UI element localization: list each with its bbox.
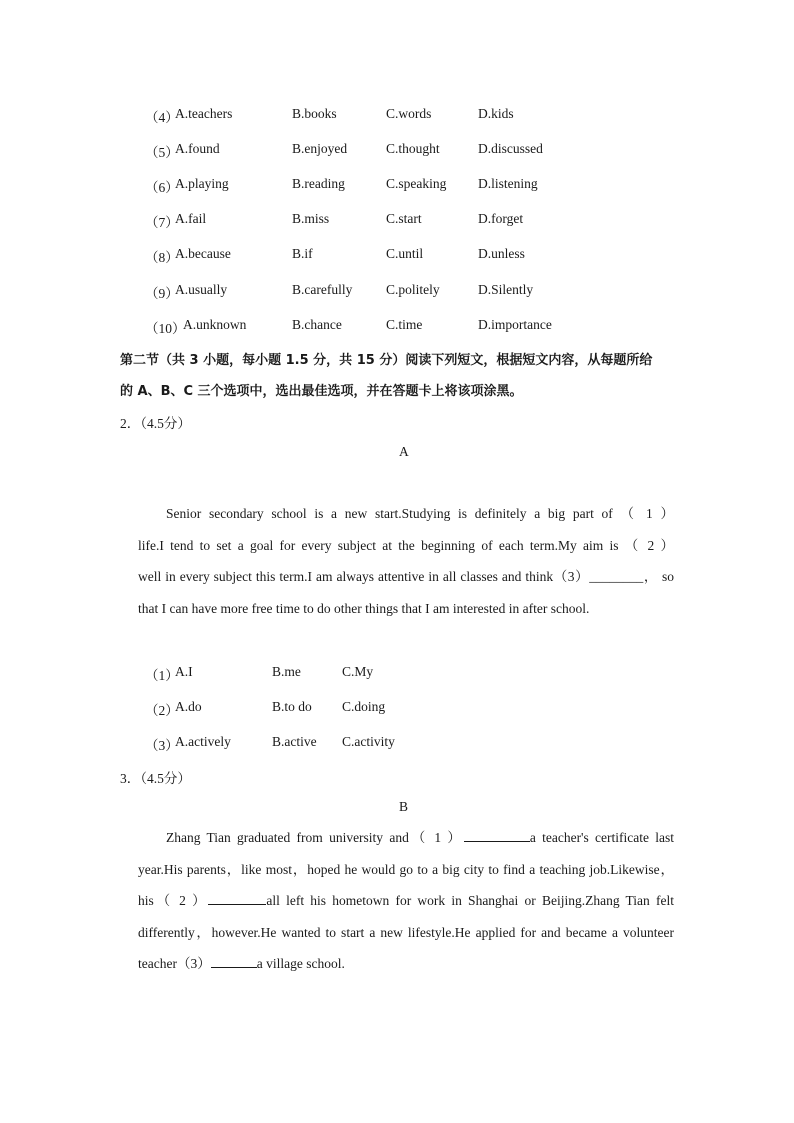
option-c: C.words [386,106,432,121]
option-c: C.politely [386,282,440,297]
passage-a-line: that I can have more free time to do other things that I am interested in after school. [138,600,590,616]
passage-b-line [138,948,674,980]
option-b: B.reading [292,176,345,191]
option-b: B.enjoyed [292,141,348,156]
passage-b [138,822,674,980]
passage-a-letter: A [399,444,409,459]
option-number: （4） [145,110,179,125]
option-c: C.activity [342,734,395,749]
option-b: B.active [272,734,317,749]
option-b: B.books [292,106,337,121]
answer-blank [211,953,257,968]
option-number: （1） [145,668,179,683]
option-d: D.discussed [478,141,543,156]
option-number: （10） [145,321,186,336]
option-number: （6） [145,180,179,195]
option-a: A.teachers [175,106,233,121]
option-a: A.found [175,141,220,156]
option-a: A.because [175,246,231,261]
passage-a-line: life.I tend to set a goal for every subject at the beginning of each term.My aim is （ 2 ） [138,537,674,553]
passage-b-line [138,822,674,854]
passage-b-line: year.His parents，like most，hoped he would go to a big city to find a teaching job.Likewise， [138,861,674,877]
option-c: C.doing [342,699,386,714]
passage-b-letter: B [399,799,409,814]
option-a: A.do [175,699,202,714]
option-a: A.I [175,664,193,679]
option-c: C.time [386,317,423,332]
option-b: B.carefully [292,282,353,297]
option-number: （2） [145,703,179,718]
option-c: C.start [386,211,422,226]
option-a: A.usually [175,282,228,297]
question-3-header: 3．（4.5分） [120,771,191,786]
section-instruction-line2: 的 A、B、C 三个选项中，选出最佳选项，并在答题卡上将该项涂黑。 [120,384,523,399]
option-number: （9） [145,286,179,301]
passage-b-text: a teacher's certificate last [529,830,674,845]
passage-b-line: differently，however.He wanted to start a new lifestyle.He applied for and became a volunteer [138,924,674,940]
question-2-header: 2．（4.5分） [120,416,191,431]
passage-b-text: teacher（3） [138,956,211,971]
passage-a-line: well in every subject this term.I am always attentive in all classes and think（3）________， so [138,569,674,584]
option-b: B.to do [272,699,312,714]
option-number: （3） [145,738,179,753]
passage-b-text: Zhang Tian graduated from university and（ 1 ） [166,830,464,845]
option-c: C.until [386,246,424,261]
option-b: B.me [272,664,301,679]
passage-a [138,498,674,624]
option-d: D.importance [478,317,552,332]
option-b: B.miss [292,211,330,226]
option-number: （7） [145,215,179,230]
option-a: A.playing [175,176,229,191]
option-c: C.My [342,664,374,679]
section-instruction-line1: 第二节（共 3 小题，每小题 1.5 分，共 15 分）阅读下列短文，根据短文内容，从每题所给 [120,353,653,368]
passage-b-text: a village school. [256,956,345,971]
option-d: D.listening [478,176,538,191]
option-b: B.chance [292,317,342,332]
option-c: C.thought [386,141,440,156]
option-a: A.unknown [183,317,247,332]
passage-a-line: Senior secondary school is a new start.Studying is definitely a big part of （ 1 ） [166,506,674,521]
option-d: D.Silently [478,282,534,297]
option-d: D.unless [478,246,525,261]
option-a: A.actively [175,734,231,749]
option-d: D.kids [478,106,514,121]
passage-b-text: his（ 2 ） [138,893,209,908]
option-number: （5） [145,145,179,160]
option-a: A.fail [175,211,207,226]
option-b: B.if [292,246,313,261]
answer-blank [208,890,266,905]
option-d: D.forget [478,211,524,226]
passage-b-line [138,885,674,917]
answer-blank [464,827,530,842]
option-c: C.speaking [386,176,447,191]
passage-b-text: all left his hometown for work in Shanghai or Beijing.Zhang Tian felt [266,893,674,908]
option-number: （8） [145,250,179,265]
